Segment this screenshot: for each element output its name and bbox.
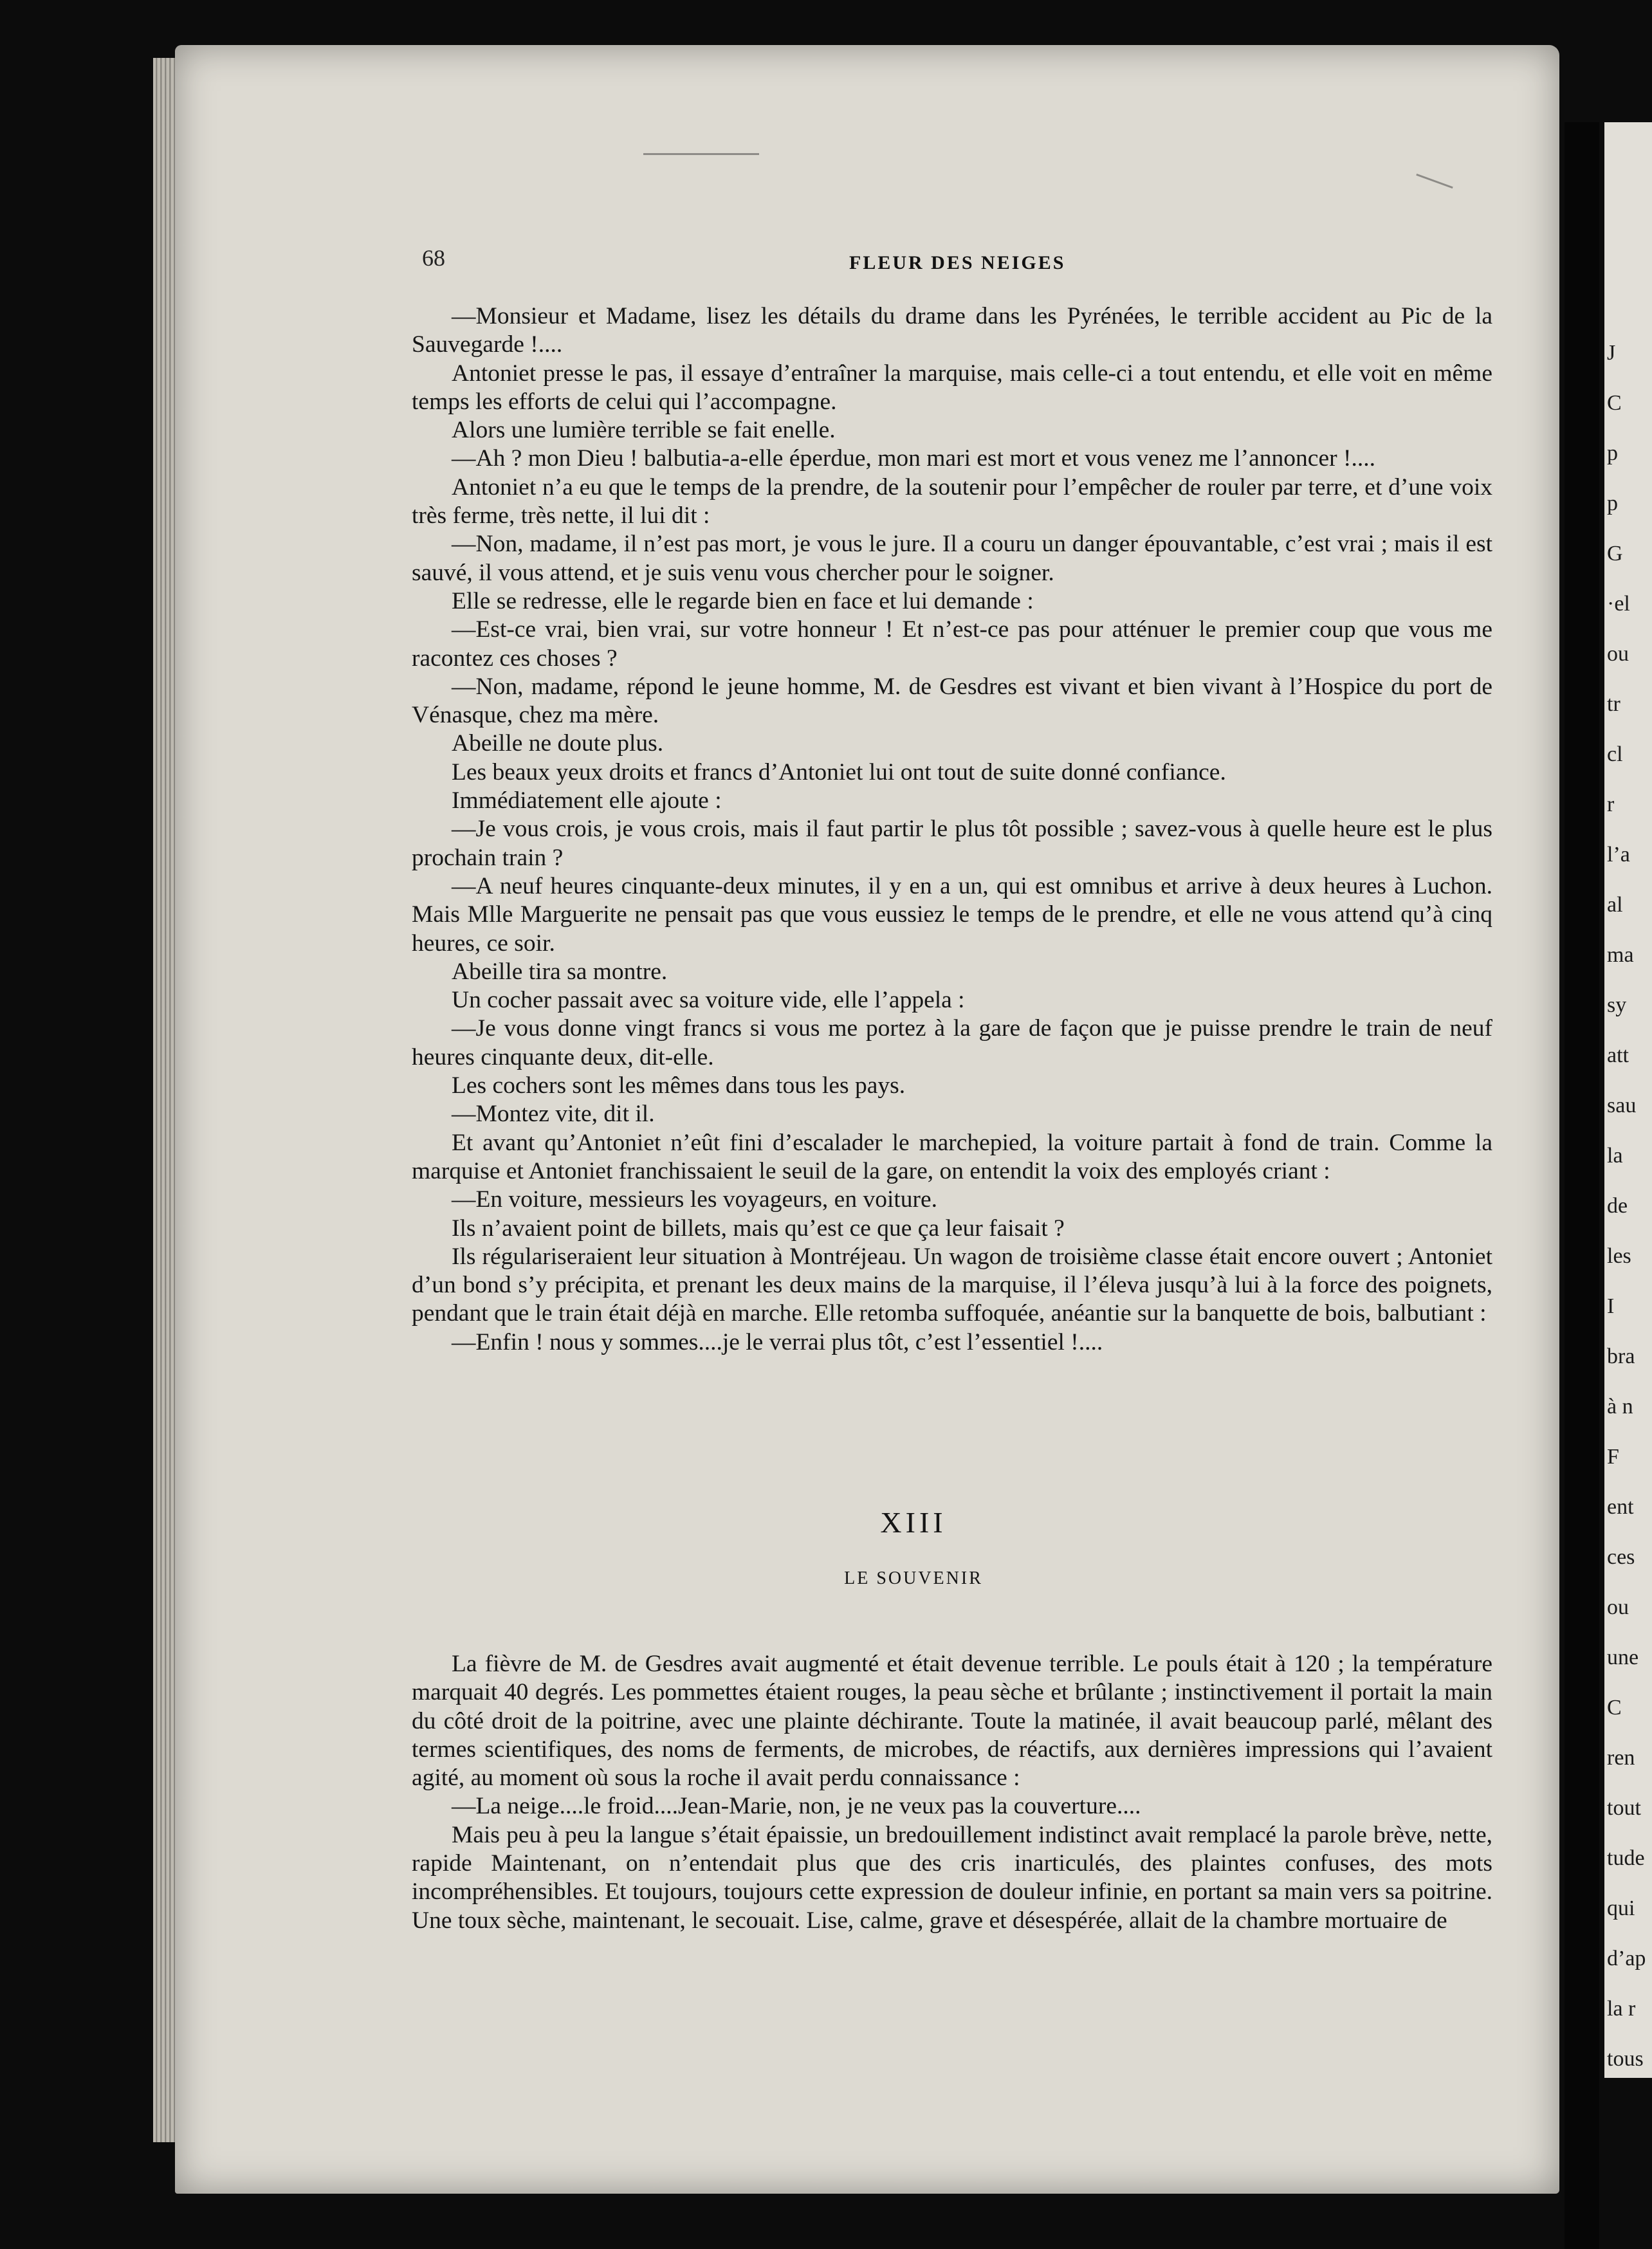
facing-page-fragment: att	[1607, 1043, 1629, 1067]
paragraph: Mais peu à peu la langue s’était épaissie, un bredouillement indistinct avait remplacé la parole brève, nette, rapide Maintenant, on n’entendait plus que des cris inarticulés, des plaintes confuses, des mots incompréhensibles. Et toujours, toujours cette expression de douleur infinie, en portant sa main vers sa poitrine. Une toux sèche, maintenant, le secouait. Lise, calme, grave et désespérée, allait de la chambre mortuaire de	[412, 1821, 1492, 1934]
paragraph: Antoniet n’a eu que le temps de la prendre, de la soutenir pour l’empêcher de rouler par terre, et d’une voix très ferme, très nette, il lui dit :	[412, 473, 1492, 529]
paragraph: Ils n’avaient point de billets, mais qu’est ce que ça leur faisait ?	[452, 1215, 1065, 1242]
page-number: 68	[422, 245, 445, 271]
paragraph: Immédiatement elle ajoute :	[452, 787, 722, 814]
facing-page-fragment: de	[1607, 1194, 1628, 1218]
facing-page-fragment: G	[1607, 542, 1623, 565]
facing-page-fragment: ces	[1607, 1545, 1635, 1569]
paragraph: Les cochers sont les mêmes dans tous les pays.	[452, 1072, 906, 1099]
facing-page-fragment: l’a	[1607, 843, 1630, 867]
facing-page-fragment: à n	[1607, 1395, 1633, 1418]
facing-page-strip	[1604, 122, 1652, 2078]
paragraph: —Est-ce vrai, bien vrai, sur votre honneur ! Et n’est-ce pas pour atténuer le premier coup que vous me racontez ces choses ?	[412, 616, 1492, 672]
paragraph: —Je vous donne vingt francs si vous me portez à la gare de façon que je puisse prendre le train de neuf heures cinquante deux, dit-elle.	[412, 1015, 1492, 1070]
paragraph: —La neige....le froid....Jean-Marie, non, je ne veux pas la couverture....	[452, 1793, 1141, 1820]
facing-page-fragment: cl	[1607, 742, 1623, 766]
paragraph: —Montez vite, dit il.	[452, 1101, 655, 1128]
facing-page-fragment: F	[1607, 1445, 1619, 1469]
paragraph: Un cocher passait avec sa voiture vide, elle l’appela :	[452, 987, 965, 1014]
paragraph: Les beaux yeux droits et francs d’Antoniet lui ont tout de suite donné confiance.	[452, 758, 1226, 785]
paragraph: Ils régulariseraient leur situation à Montréjeau. Un wagon de troisième classe était encore ouvert ; Antoniet d’un bond s’y précipita, et prenant les deux mains de la marquise, il l’éleva jusqu’à lui à la force des poignets, pendant que le train était déjà en marche. Elle retomba suffoquée, anéantie sur la banquette de bois, balbutiant :	[412, 1243, 1492, 1327]
body-text-section-2	[412, 1650, 1492, 1935]
facing-page-fragment: bra	[1607, 1345, 1635, 1368]
facing-page-fragment: p	[1607, 441, 1618, 465]
facing-page-fragment: r	[1607, 793, 1615, 816]
facing-page-fragment: tude	[1607, 1846, 1645, 1870]
paragraph: Antoniet presse le pas, il essaye d’entraîner la marquise, mais celle-ci a tout entendu, et elle voit en même temps les efforts de celui qui l’accompagne.	[412, 360, 1492, 415]
facing-page-fragment: ·el	[1607, 592, 1630, 616]
facing-page-fragment: C	[1607, 1696, 1622, 1720]
paragraph: —En voiture, messieurs les voyageurs, en voiture.	[452, 1186, 938, 1213]
facing-page-fragment: tout	[1607, 1796, 1641, 1820]
paragraph: Et avant qu’Antoniet n’eût fini d’escalader le marchepied, la voiture partait à fond de train. Comme la marquise et Antoniet franchissaient le seuil de la gare, on entendit la voix des employés criant :	[412, 1129, 1492, 1184]
chapter-number: XIII	[880, 1506, 947, 1539]
facing-page-fragment: ren	[1607, 1746, 1635, 1770]
facing-page-fragment: tr	[1607, 692, 1620, 716]
paragraph: —A neuf heures cinquante-deux minutes, il y en a un, qui est omnibus et arrive à deux heures à Luchon. Mais Mlle Marguerite ne pensait pas que vous eussiez le temps de le prendre, et elle ne vous attend qu’à cinq heures, ce soir.	[412, 872, 1492, 957]
paragraph: Abeille ne doute plus.	[452, 730, 664, 757]
facing-page-fragment: tous	[1607, 2047, 1644, 2071]
paragraph: —Non, madame, il n’est pas mort, je vous le jure. Il a couru un danger épouvantable, c’est vrai ; mais il est sauvé, il vous attend, et je suis venu vous chercher pour le soigner.	[412, 531, 1492, 586]
scan-scratch	[643, 153, 759, 155]
facing-page-fragment: ent	[1607, 1495, 1634, 1519]
paragraph: Alors une lumière terrible se fait enelle.	[452, 417, 836, 444]
facing-page-fragment: la r	[1607, 1997, 1636, 2021]
facing-page-fragment: d’ap	[1607, 1947, 1646, 1970]
facing-page-fragment: C	[1607, 391, 1622, 415]
running-title: FLEUR DES NEIGES	[849, 252, 1066, 273]
facing-page-fragment: p	[1607, 491, 1618, 515]
paragraph: La fièvre de M. de Gesdres avait augmenté et était devenue terrible. Le pouls était à 120 ; la température marquait 40 degrés. Les pommettes étaient rouges, la peau sèche et brûlante ; instinctivement il portait la main du côté droit de la poitrine, avec une plainte déchirante. Toute la matinée, il avait beaucoup parlé, mêlant des termes scientifiques, des noms de ferments, de microbes, de réactifs, aux dernières impressions qui l’avaient agité, au moment où sous la roche il avait perdu connaissance :	[412, 1651, 1492, 1792]
paragraph: —Monsieur et Madame, lisez les détails du drame dans les Pyrénées, le terrible accident au Pic de la Sauvegarde !....	[412, 303, 1492, 358]
paragraph: —Enfin ! nous y sommes....je le verrai plus tôt, c’est l’essentiel !....	[452, 1328, 1103, 1355]
facing-page-fragment: ma	[1607, 943, 1634, 967]
facing-page-fragment: qui	[1607, 1896, 1635, 1920]
paragraph: Elle se redresse, elle le regarde bien en face et lui demande :	[452, 587, 1034, 614]
facing-page-fragment: sy	[1607, 993, 1627, 1017]
facing-page-fragment: ou	[1607, 642, 1629, 666]
facing-page-fragment: sau	[1607, 1094, 1637, 1117]
facing-page-fragment: J	[1607, 341, 1616, 365]
paragraph: Abeille tira sa montre.	[452, 958, 668, 985]
facing-page-fragment: ou	[1607, 1595, 1629, 1619]
facing-page-fragment: les	[1607, 1244, 1631, 1268]
facing-page-fragment: une	[1607, 1646, 1639, 1669]
book-spine-gutter	[1565, 122, 1599, 2249]
paragraph: —Ah ? mon Dieu ! balbutia-a-elle éperdue, mon mari est mort et vous venez me l’annoncer !....	[452, 445, 1375, 472]
paragraph: —Je vous crois, je vous crois, mais il faut partir le plus tôt possible ; savez-vous à quelle heure est le plus prochain train ?	[412, 816, 1492, 871]
body-text-section-1	[412, 302, 1492, 1357]
facing-page-fragment: I	[1607, 1294, 1615, 1318]
facing-page-fragment: al	[1607, 893, 1623, 917]
facing-page-fragment: la	[1607, 1144, 1623, 1168]
paragraph: —Non, madame, répond le jeune homme, M. de Gesdres est vivant et bien vivant à l’Hospice du port de Vénasque, chez ma mère.	[412, 673, 1492, 729]
chapter-title: LE SOUVENIR	[844, 1568, 983, 1588]
